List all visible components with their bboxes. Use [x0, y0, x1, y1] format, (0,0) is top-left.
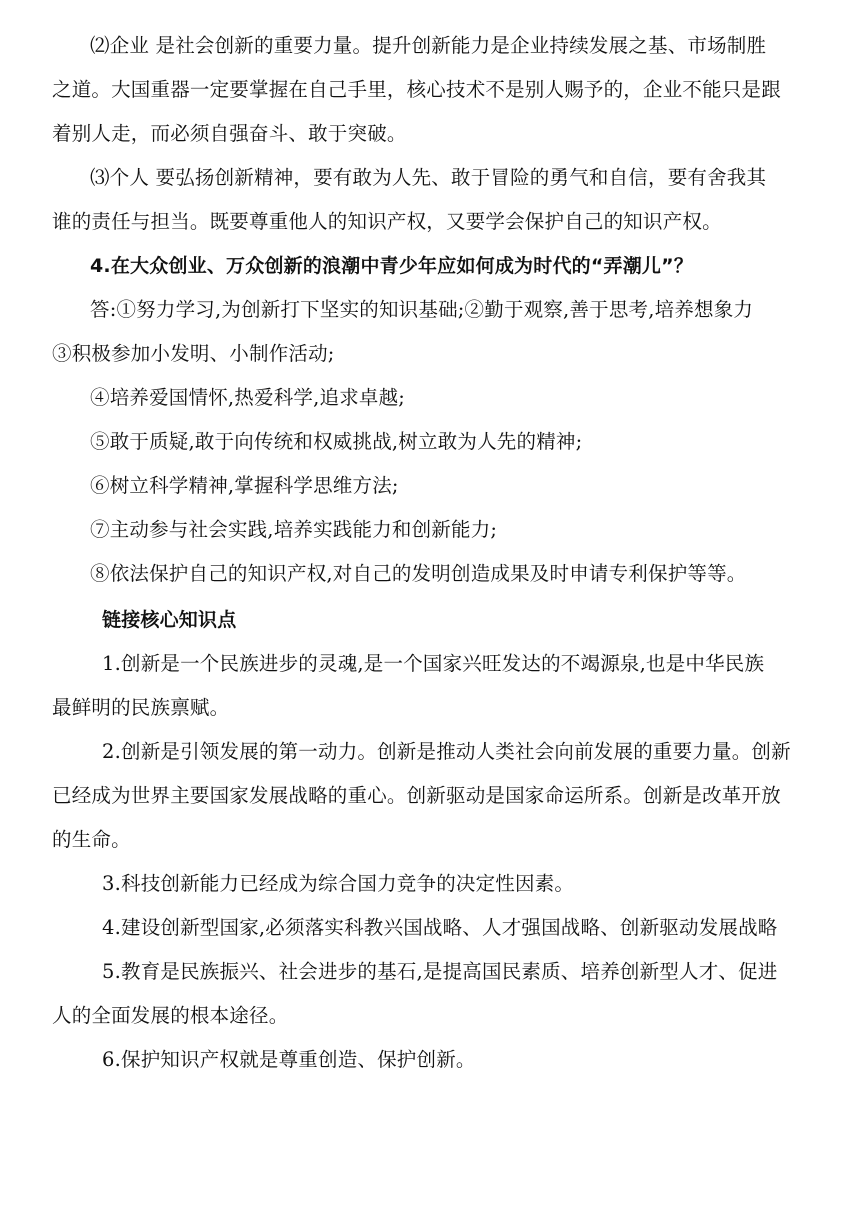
answer-item: ⑥树立科学精神,掌握科学思维方法; — [90, 474, 399, 497]
core-point-3: 3.科技创新能力已经成为综合国力竞争的决定性因素。 — [102, 872, 575, 895]
answer-item: ⑤敢于质疑,敢于向传统和权威挑战,树立敢为人先的精神; — [90, 430, 583, 453]
core-point-1-line-1: 1.创新是一个民族进步的灵魂,是一个国家兴旺发达的不竭源泉,也是中华民族 — [102, 652, 765, 675]
core-point-2-line-1: 2.创新是引领发展的第一动力。创新是推动人类社会向前发展的重要力量。创新 — [102, 740, 791, 763]
answer-item: ④培养爱国情怀,热爱科学,追求卓越; — [90, 386, 406, 409]
core-point-5-line-1: 5.教育是民族振兴、社会进步的基石,是提高国民素质、培养创新型人才、促进 — [102, 960, 778, 983]
core-point-5-line-2: 人的全面发展的根本途径。 — [52, 1004, 289, 1027]
answer-item: ⑦主动参与社会实践,培养实践能力和创新能力; — [90, 518, 498, 541]
core-point-1-line-2: 最鲜明的民族禀赋。 — [52, 696, 230, 719]
answer-item: ⑧依法保护自己的知识产权,对自己的发明创造成果及时申请专利保护等等。 — [90, 562, 747, 585]
enterprise-line-1: ⑵企业 是社会创新的重要力量。提升创新能力是企业持续发展之基、市场制胜 — [90, 34, 767, 57]
enterprise-line-3: 着别人走，而必须自强奋斗、敢于突破。 — [52, 122, 407, 145]
individual-line-2: 谁的责任与担当。既要尊重他人的知识产权，又要学会保护自己的知识产权。 — [52, 210, 722, 233]
answer-line-1: 答:①努力学习,为创新打下坚实的知识基础;②勤于观察,善于思考,培养想象力 — [90, 298, 754, 321]
enterprise-line-2: 之道。大国重器一定要掌握在自己手里，核心技术不是别人赐予的，企业不能只是跟 — [52, 78, 781, 101]
core-point-6: 6.保护知识产权就是尊重创造、保护创新。 — [102, 1048, 476, 1071]
core-knowledge-heading: 链接核心知识点 — [102, 609, 237, 631]
question-4-heading: 4.在大众创业、万众创新的浪潮中青少年应如何成为时代的“弄潮儿”？ — [90, 255, 694, 277]
core-point-2-line-2: 已经成为世界主要国家发展战略的重心。创新驱动是国家命运所系。创新是改革开放 — [52, 784, 781, 807]
core-point-4: 4.建设创新型国家,必须落实科教兴国战略、人才强国战略、创新驱动发展战略 — [102, 916, 778, 939]
answer-line-2: ③积极参加小发明、小制作活动; — [52, 342, 335, 365]
core-point-2-line-3: 的生命。 — [52, 828, 131, 851]
individual-line-1: ⑶个人 要弘扬创新精神，要有敢为人先、敢于冒险的勇气和自信，要有舍我其 — [90, 166, 767, 189]
